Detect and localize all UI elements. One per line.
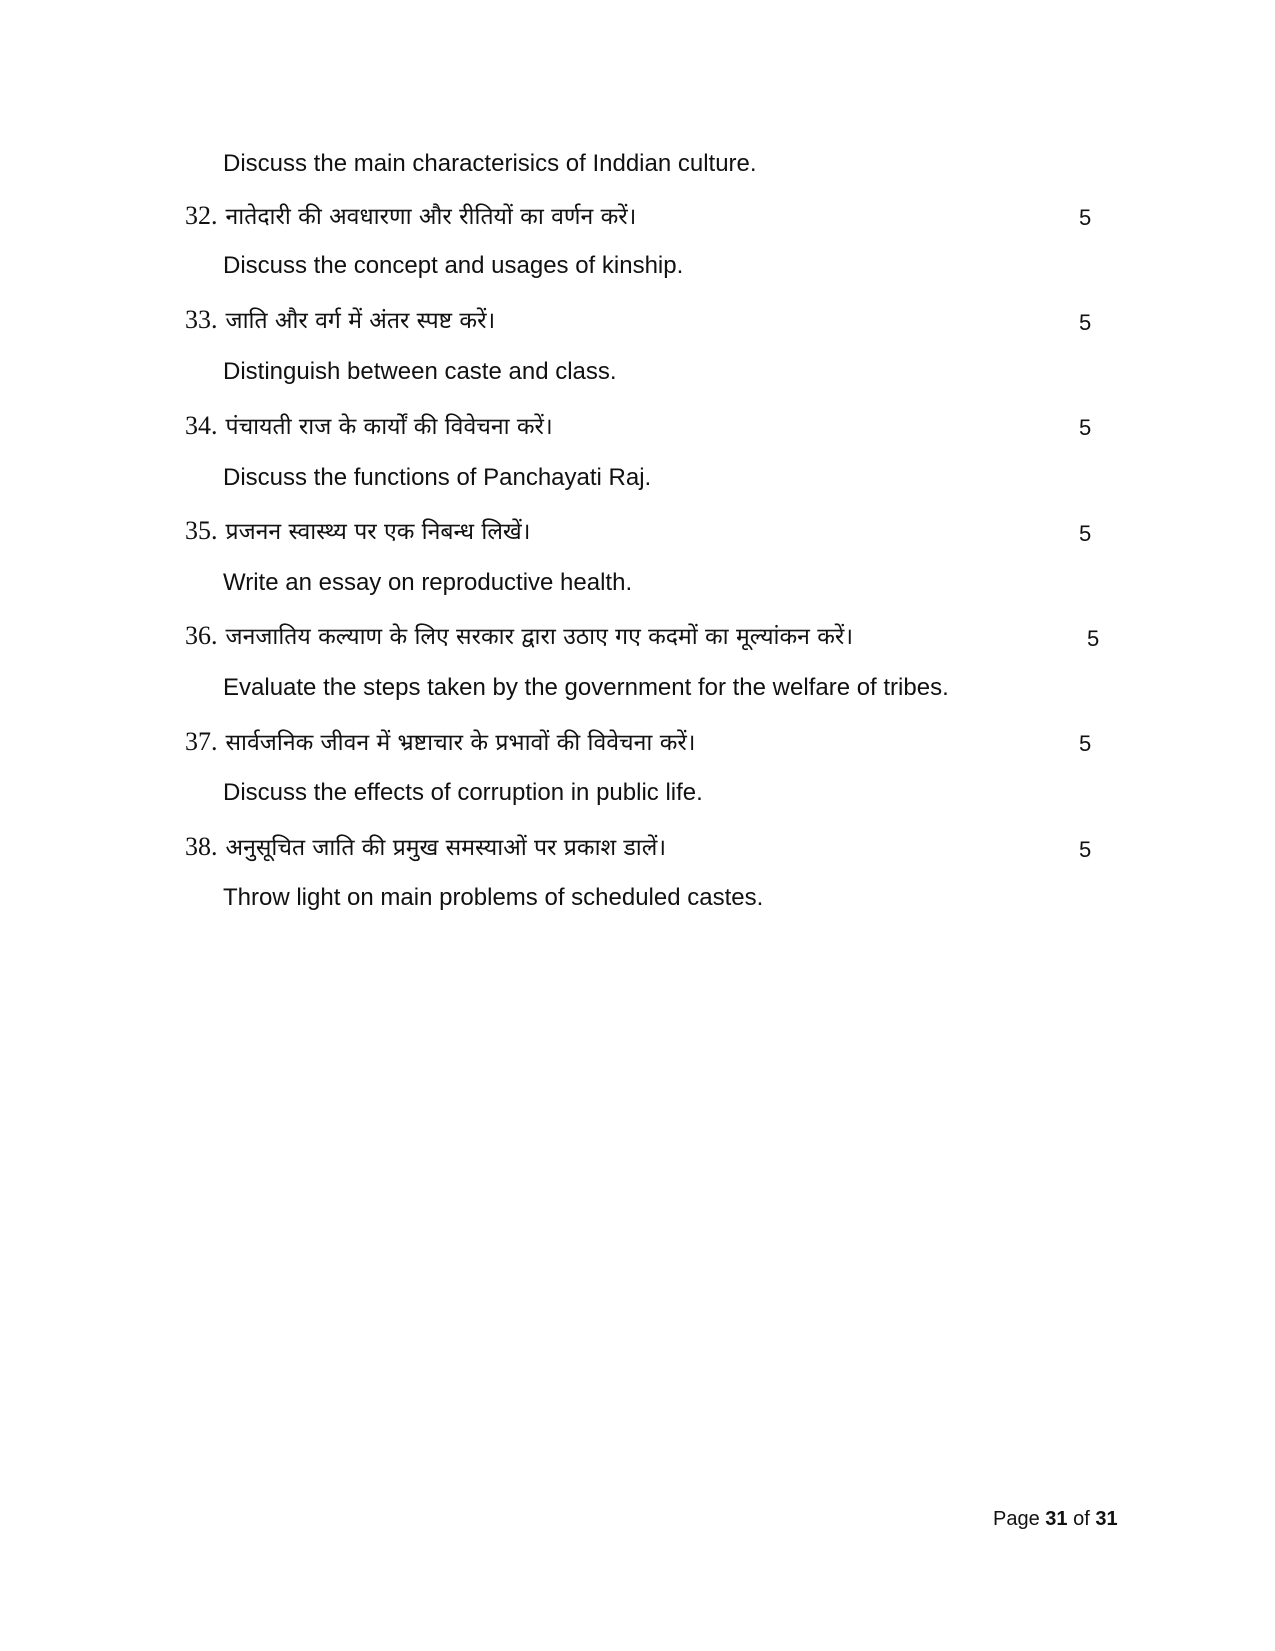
question-33-english: Distinguish between caste and class.	[223, 358, 617, 385]
question-35-english: Write an essay on reproductive health.	[223, 569, 633, 596]
question-34-hindi	[185, 409, 553, 441]
question-37-hindi	[185, 725, 695, 757]
question-text-hindi: प्रजनन स्वास्थ्य पर एक निबन्ध लिखें।	[225, 519, 531, 545]
current-page-number: 31	[1045, 1508, 1068, 1530]
of-word: of	[1073, 1508, 1090, 1530]
question-number: 36.	[185, 621, 218, 650]
question-36-hindi	[185, 619, 853, 651]
question-37-english: Discuss the effects of corruption in public life.	[223, 779, 703, 806]
total-page-number: 31	[1095, 1508, 1118, 1530]
question-33-hindi	[185, 303, 495, 335]
marks-label: 5	[1079, 731, 1092, 756]
question-36-english: Evaluate the steps taken by the government for the welfare of tribes.	[223, 674, 949, 701]
page-footer	[993, 1508, 1118, 1531]
question-32-english: Discuss the concept and usages of kinship.	[223, 252, 684, 279]
marks-label: 5	[1079, 415, 1092, 440]
marks-label: 5	[1087, 626, 1100, 651]
question-number: 38.	[185, 832, 218, 861]
question-number: 33.	[185, 305, 218, 334]
question-number: 34.	[185, 411, 218, 440]
question-35-hindi	[185, 514, 530, 546]
question-text-hindi: सार्वजनिक जीवन में भ्रष्टाचार के प्रभावों की विवेचना करें।	[225, 730, 696, 756]
marks-label: 5	[1079, 837, 1092, 862]
question-38-english: Throw light on main problems of scheduled castes.	[223, 884, 764, 911]
page-word: Page	[993, 1508, 1040, 1530]
marks-label: 5	[1079, 205, 1092, 230]
question-text-hindi: जाति और वर्ग में अंतर स्पष्ट करें।	[225, 308, 496, 334]
marks-label: 5	[1079, 521, 1092, 546]
question-34-english: Discuss the functions of Panchayati Raj.	[223, 464, 652, 491]
question-text-hindi: जनजातिय कल्याण के लिए सरकार द्वारा उठाए गए कदमों का मूल्यांकन करें।	[225, 624, 854, 650]
question-31-english: Discuss the main characterisics of Inddian culture.	[223, 150, 757, 177]
question-text-hindi: नातेदारी की अवधारणा और रीतियों का वर्णन करें।	[225, 204, 637, 230]
question-number: 37.	[185, 727, 218, 756]
question-number: 32.	[185, 201, 218, 230]
question-text-hindi: अनुसूचित जाति की प्रमुख समस्याओं पर प्रकाश डालें।	[225, 835, 667, 861]
question-number: 35.	[185, 516, 218, 545]
marks-label: 5	[1079, 310, 1092, 335]
question-text-hindi: पंचायती राज के कार्यों की विवेचना करें।	[225, 414, 553, 440]
question-32-hindi	[185, 199, 636, 231]
question-38-hindi	[185, 830, 666, 862]
